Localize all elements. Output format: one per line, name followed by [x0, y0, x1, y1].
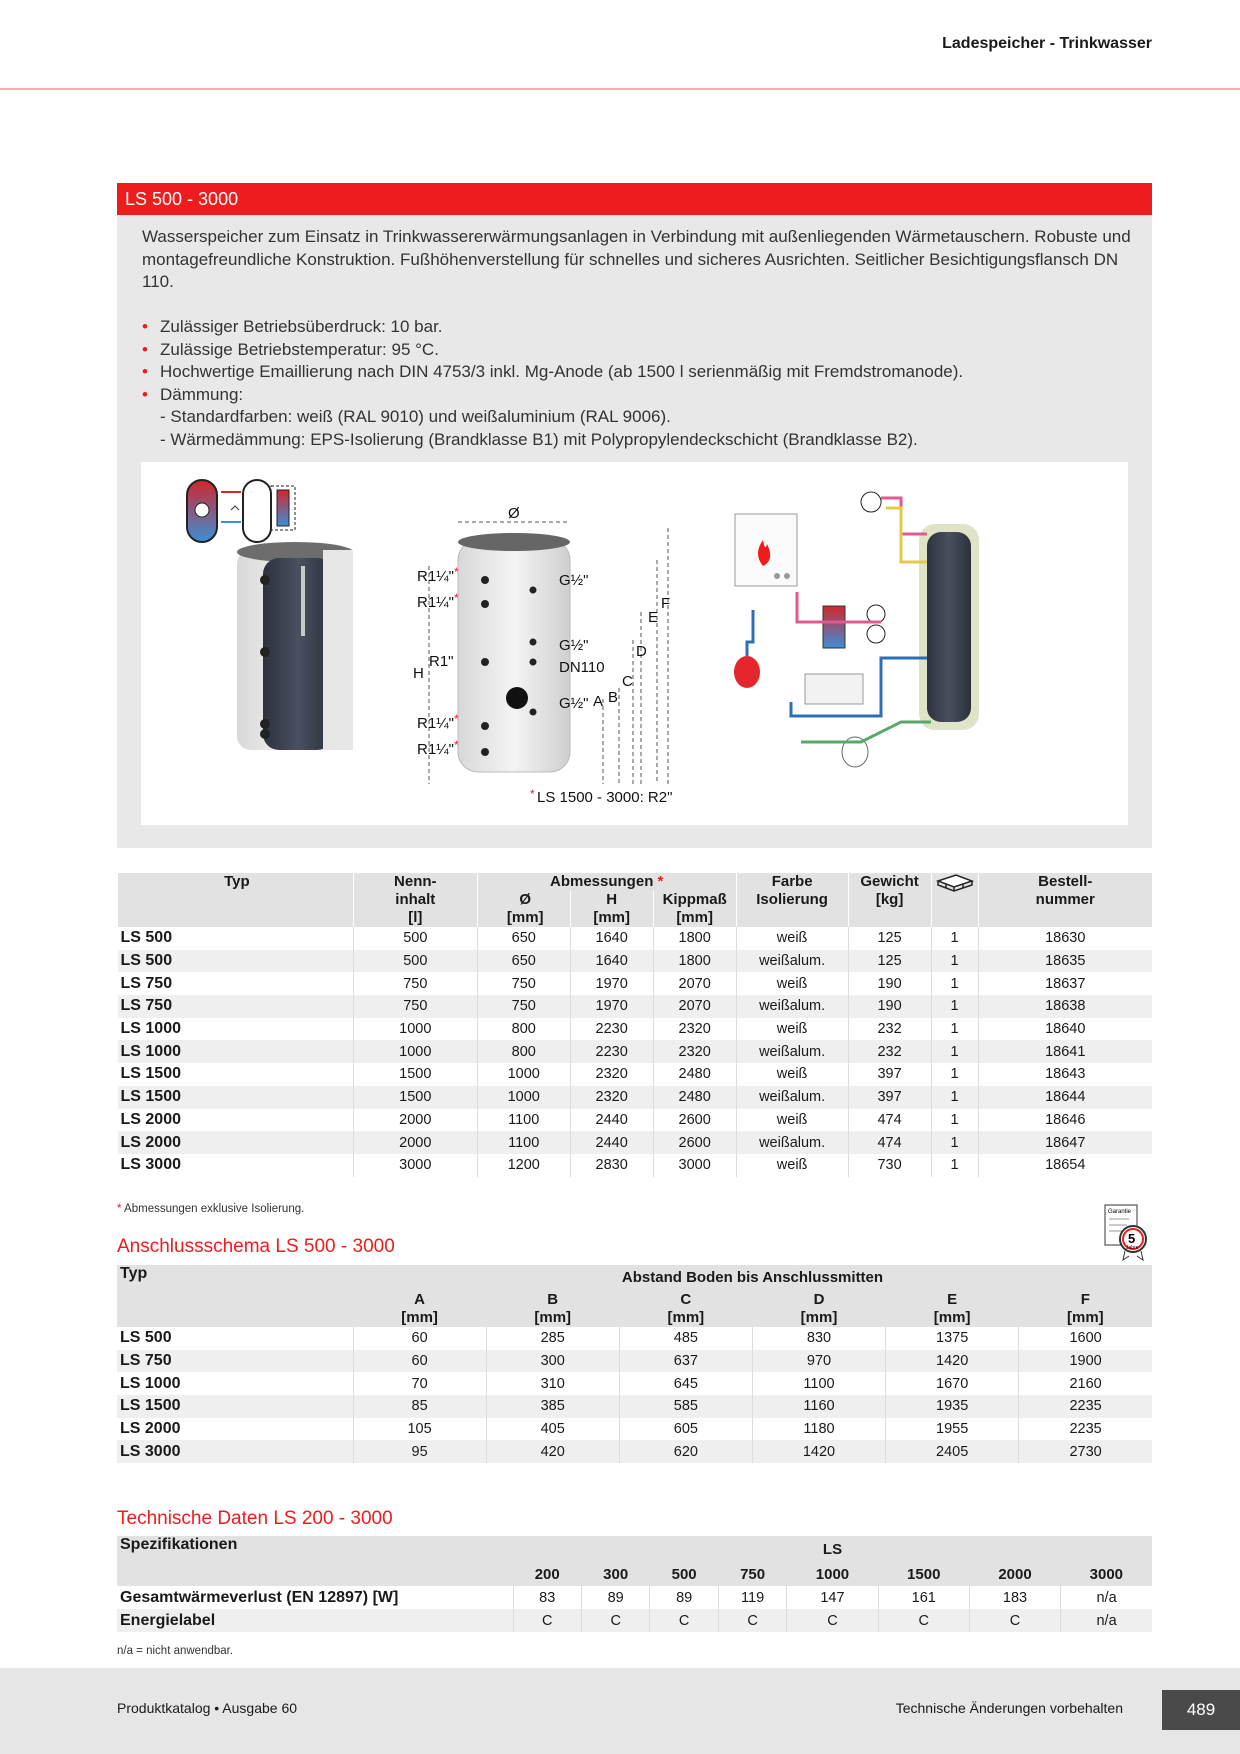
table-cell: 1500	[353, 1063, 477, 1086]
col-header-ls-1000: 1000	[787, 1562, 878, 1586]
table-cell: 1	[931, 1131, 978, 1154]
table-cell: 2320	[570, 1063, 653, 1086]
table-cell: 420	[486, 1440, 619, 1463]
col-header-abstand: Abstand Boden bis Anschlussmitten	[353, 1265, 1152, 1291]
diagram-label-h: H	[413, 665, 424, 682]
table-cell: 2600	[653, 1109, 736, 1132]
table-cell: 18635	[978, 950, 1152, 973]
table-cell: weißalum.	[736, 1086, 848, 1109]
col-header-ls-1500: 1500	[878, 1562, 969, 1586]
table-cell: 1420	[752, 1440, 885, 1463]
table-cell: 645	[619, 1372, 752, 1395]
table-cell: LS 1500	[117, 1395, 353, 1418]
diagram-label-c: C	[622, 673, 633, 690]
table-cell: 3000	[353, 1154, 477, 1177]
table-cell: 750	[353, 972, 477, 995]
table-cell: 18644	[978, 1086, 1152, 1109]
table-row	[117, 1609, 1152, 1632]
table-cell: 18637	[978, 972, 1152, 995]
diagram-star: *	[454, 712, 459, 726]
table-cell: 18641	[978, 1040, 1152, 1063]
table-cell: C	[787, 1609, 878, 1632]
table-cell: 1100	[752, 1372, 885, 1395]
table-cell: 2480	[653, 1063, 736, 1086]
table-cell: LS 500	[120, 929, 173, 947]
table-cell: LS 2000	[120, 1110, 181, 1128]
col-header-kippmass: Kippmaß [mm]	[653, 891, 736, 927]
table-cell: 1500	[353, 1086, 477, 1109]
table-cell: 1160	[752, 1395, 885, 1418]
col-header-f: F [mm]	[1019, 1291, 1152, 1327]
table-row	[117, 1372, 1152, 1395]
table-cell: 60	[353, 1327, 486, 1350]
table-cell: 190	[848, 995, 931, 1018]
table-cell: 1600	[1019, 1327, 1152, 1350]
table-row	[118, 972, 1153, 995]
col-header-c: C [mm]	[619, 1291, 752, 1327]
col-header-nenninhalt: Nenn- inhalt [l]	[353, 873, 477, 927]
col-header-ls: LS	[513, 1536, 1152, 1562]
diagram-star: *	[454, 591, 459, 605]
cutaway-tank-illustration	[237, 542, 353, 750]
table-cell: 1	[931, 950, 978, 973]
table-cell: 2070	[653, 995, 736, 1018]
table-cell: 474	[848, 1131, 931, 1154]
table-cell: 800	[477, 1018, 570, 1041]
table-cell: 1375	[886, 1327, 1019, 1350]
table-cell: Gesamtwärmeverlust (EN 12897) [W]	[120, 1588, 399, 1606]
table-cell: LS 1500	[120, 1065, 181, 1083]
col-header-typ: Typ	[118, 873, 354, 927]
table-row	[118, 1109, 1153, 1132]
diagram-label-f: F	[661, 595, 671, 612]
table-cell: 1640	[570, 950, 653, 973]
diagram-label-diameter: Ø	[508, 505, 520, 522]
table-cell: 637	[619, 1350, 752, 1373]
table-cell: 85	[353, 1395, 486, 1418]
diagram-star: *	[454, 565, 459, 579]
diagram-note: LS 1500 - 3000: R2"	[537, 789, 673, 806]
table-cell: 2235	[1019, 1418, 1152, 1441]
table-cell: 2320	[653, 1018, 736, 1041]
diagram-label-r1: R1"	[429, 653, 454, 670]
table-cell: 585	[619, 1395, 752, 1418]
table-cell: 1	[931, 972, 978, 995]
table-cell: 730	[848, 1154, 931, 1177]
table-cell: 1200	[477, 1154, 570, 1177]
diagram-label-r114-d: R1¼"	[417, 741, 455, 758]
table-cell: 405	[486, 1418, 619, 1441]
table-cell: LS 3000	[120, 1156, 181, 1174]
table-cell: 2480	[653, 1086, 736, 1109]
table-cell: 1955	[886, 1418, 1019, 1441]
table-cell: 2405	[886, 1440, 1019, 1463]
table-cell: 1	[931, 1018, 978, 1041]
page-header-title: Ladespeicher - Trinkwasser	[942, 35, 1152, 52]
table-row	[117, 1586, 1152, 1609]
feature-item: • Hochwertige Emaillierung nach DIN 4753/3 inkl. Mg-Anode (ab 1500 l serienmäßig mit Fremdstromanode).	[142, 361, 1132, 384]
table-cell: 385	[486, 1395, 619, 1418]
table-cell: 1935	[886, 1395, 1019, 1418]
col-header-gewicht: Gewicht [kg]	[848, 873, 931, 927]
table-cell: 1	[931, 1154, 978, 1177]
table-cell: 1800	[653, 927, 736, 950]
page-number: 489	[1162, 1690, 1240, 1730]
table-cell: 1640	[570, 927, 653, 950]
svg-text:Jahre: Jahre	[1126, 1245, 1139, 1251]
table-cell: LS 1000	[120, 1374, 181, 1392]
table-cell: C	[878, 1609, 969, 1632]
col-header-ls-750: 750	[718, 1562, 786, 1586]
table-cell: 1800	[653, 950, 736, 973]
table-cell: 232	[848, 1018, 931, 1041]
intro-text: Wasserspeicher zum Einsatz in Trinkwassererwärmungsanlagen in Verbindung mit außenliegenden Wärmetauschern. Robuste und montagefreundliche Konstruktion. Fußhöhenverstellung für schnelles und sicheres Ausrichten. Seitlicher Besichtigungsflansch DN 110.	[142, 227, 1131, 291]
table-cell: 397	[848, 1086, 931, 1109]
table-row	[117, 1395, 1152, 1418]
diagram-star: *	[454, 738, 459, 752]
table-cell: LS 750	[117, 1350, 353, 1373]
table-cell: 1420	[886, 1350, 1019, 1373]
diagram-label-r114-c: R1¼"	[417, 715, 455, 732]
product-table	[117, 873, 1152, 1177]
col-header-ls-200: 200	[513, 1562, 581, 1586]
table-row	[118, 1040, 1153, 1063]
table-cell: 95	[353, 1440, 486, 1463]
diagram-label-b: B	[608, 689, 619, 706]
diagram-label-g12-b: G½"	[559, 637, 589, 654]
table-cell: 1970	[570, 972, 653, 995]
diagram-label-r114-a: R1¼"	[417, 568, 455, 585]
pallet-icon	[931, 873, 978, 927]
table-cell: C	[513, 1609, 581, 1632]
table-cell: 147	[787, 1586, 878, 1609]
table-cell: 1100	[477, 1131, 570, 1154]
table-cell: 1000	[353, 1040, 477, 1063]
table-cell: 1100	[477, 1109, 570, 1132]
table-cell: weißalum.	[736, 995, 848, 1018]
table-cell: 18640	[978, 1018, 1152, 1041]
table-cell: 232	[848, 1040, 931, 1063]
anschluss-title: Anschlussschema LS 500 - 3000	[117, 1236, 395, 1257]
table-cell: 605	[619, 1418, 752, 1441]
table-cell: 474	[848, 1109, 931, 1132]
table-cell: 500	[353, 950, 477, 973]
table-cell: 1	[931, 1086, 978, 1109]
svg-text:5: 5	[1128, 1231, 1136, 1246]
table-cell: weißalum.	[736, 950, 848, 973]
col-header-a: A [mm]	[353, 1291, 486, 1327]
table-cell: 1000	[353, 1018, 477, 1041]
table-cell: 2440	[570, 1109, 653, 1132]
table-row	[118, 1154, 1153, 1177]
dimension-drawing	[413, 505, 672, 806]
table-row	[118, 1086, 1153, 1109]
table-cell: Energielabel	[117, 1609, 513, 1632]
table-row	[118, 995, 1153, 1018]
technik-title: Technische Daten LS 200 - 3000	[117, 1508, 393, 1529]
table-cell: LS 500	[120, 1329, 172, 1347]
diagram-label-g12-c: G½"	[559, 695, 589, 712]
table-cell: 1	[931, 995, 978, 1018]
feature-item: • Zulässige Betriebstemperatur: 95 °C.	[142, 339, 1132, 362]
table-cell: 650	[477, 950, 570, 973]
table-cell: LS 1500	[118, 1086, 354, 1109]
feature-list	[142, 316, 1132, 451]
table-cell: 1900	[1019, 1350, 1152, 1373]
col-header-typ: Typ	[117, 1265, 353, 1327]
table-cell: 1970	[570, 995, 653, 1018]
table-cell: 310	[486, 1372, 619, 1395]
table-cell: LS 500	[118, 950, 354, 973]
table-cell: 2230	[570, 1040, 653, 1063]
table-cell: 1670	[886, 1372, 1019, 1395]
table-cell: C	[650, 1609, 718, 1632]
anschluss-table	[117, 1265, 1152, 1463]
feature-item: • Zulässiger Betriebsüberdruck: 10 bar.	[142, 316, 1132, 339]
table-cell: weiß	[736, 1018, 848, 1041]
col-header-b: B [mm]	[486, 1291, 619, 1327]
col-header-d: D [mm]	[752, 1291, 885, 1327]
table-cell: 650	[477, 927, 570, 950]
table-cell: weiß	[736, 1154, 848, 1177]
table-cell: 2730	[1019, 1440, 1152, 1463]
table-cell: 2000	[353, 1131, 477, 1154]
table-cell: weißalum.	[736, 1131, 848, 1154]
table-row	[118, 1063, 1153, 1086]
section-title-bar: LS 500 - 3000	[117, 183, 1152, 215]
diagram-label-g12-a: G½"	[559, 572, 589, 589]
table-row	[117, 1327, 1152, 1350]
diagram-label-r114-b: R1¼"	[417, 594, 455, 611]
table-cell: 125	[848, 927, 931, 950]
table-cell: 18630	[978, 927, 1152, 950]
col-header-ls-2000: 2000	[969, 1562, 1060, 1586]
table-cell: 105	[353, 1418, 486, 1441]
table-cell: n/a	[1061, 1586, 1152, 1609]
table-row	[118, 927, 1153, 950]
table-cell: 300	[486, 1350, 619, 1373]
table-cell: 18654	[978, 1154, 1152, 1177]
table-cell: 183	[969, 1586, 1060, 1609]
table-cell: 830	[752, 1327, 885, 1350]
col-header-ls-500: 500	[650, 1562, 718, 1586]
table-cell: LS 2000	[120, 1420, 181, 1438]
feature-item: • Dämmung:	[142, 384, 1132, 407]
table-cell: 2235	[1019, 1395, 1152, 1418]
table-cell: 620	[619, 1440, 752, 1463]
table-cell: 83	[513, 1586, 581, 1609]
table-cell: 485	[619, 1327, 752, 1350]
table-row	[118, 1131, 1153, 1154]
table-cell: LS 1000	[118, 1040, 354, 1063]
table-cell: C	[581, 1609, 649, 1632]
table-cell: 89	[650, 1586, 718, 1609]
table-cell: weißalum.	[736, 1040, 848, 1063]
col-header-e: E [mm]	[886, 1291, 1019, 1327]
table-cell: LS 750	[118, 995, 354, 1018]
table-cell: 397	[848, 1063, 931, 1086]
table-cell: 2830	[570, 1154, 653, 1177]
diagram-label-dn110: DN110	[559, 659, 605, 676]
diagram-label-e: E	[648, 609, 659, 626]
table-row	[117, 1440, 1152, 1463]
table-cell: 1	[931, 1109, 978, 1132]
diagram-label-d: D	[636, 643, 647, 660]
diagram-label-a: A	[593, 693, 604, 710]
table-cell: 190	[848, 972, 931, 995]
table-cell: 125	[848, 950, 931, 973]
footer-disclaimer: Technische Änderungen vorbehalten	[895, 1700, 1123, 1716]
table-footnote: * Abmessungen exklusive Isolierung.	[117, 1203, 305, 1215]
table-cell: 750	[477, 995, 570, 1018]
product-illustration-panel	[141, 462, 1128, 825]
table-cell: C	[718, 1609, 786, 1632]
table-row	[118, 950, 1153, 973]
table-cell: 70	[353, 1372, 486, 1395]
table-cell: 1000	[477, 1063, 570, 1086]
table-cell: LS 750	[120, 974, 173, 992]
na-note: n/a = nicht anwendbar.	[117, 1645, 234, 1657]
table-cell: 500	[353, 927, 477, 950]
col-header-ls-3000: 3000	[1061, 1562, 1152, 1586]
table-cell: 18643	[978, 1063, 1152, 1086]
technik-table	[117, 1536, 1152, 1632]
feature-subitem: - Standardfarben: weiß (RAL 9010) und weißaluminium (RAL 9006).	[160, 407, 671, 426]
system-schematic-illustration	[734, 492, 979, 767]
table-cell: 750	[353, 995, 477, 1018]
table-cell: weiß	[736, 1063, 848, 1086]
table-cell: 1180	[752, 1418, 885, 1441]
table-cell: weiß	[736, 927, 848, 950]
col-header-spezifikationen: Spezifikationen	[117, 1536, 513, 1586]
table-cell: 1	[931, 1063, 978, 1086]
schematic-icon	[187, 480, 295, 542]
table-row	[117, 1350, 1152, 1373]
table-cell: LS 2000	[118, 1131, 354, 1154]
table-cell: 2070	[653, 972, 736, 995]
col-header-height: H [mm]	[570, 891, 653, 927]
table-cell: 2160	[1019, 1372, 1152, 1395]
table-cell: 2320	[653, 1040, 736, 1063]
table-cell: 60	[353, 1350, 486, 1373]
table-cell: weiß	[736, 1109, 848, 1132]
footer-catalog: Produktkatalog • Ausgabe 60	[117, 1700, 298, 1716]
table-cell: 1	[931, 1040, 978, 1063]
table-cell: 2440	[570, 1131, 653, 1154]
table-row	[117, 1418, 1152, 1441]
guarantee-badge-icon	[1103, 1203, 1149, 1261]
table-cell: 2000	[353, 1109, 477, 1132]
table-cell: 3000	[653, 1154, 736, 1177]
table-cell: 800	[477, 1040, 570, 1063]
table-cell: 2230	[570, 1018, 653, 1041]
table-row	[118, 1018, 1153, 1041]
diagram-star: *	[530, 787, 535, 801]
table-cell: 285	[486, 1327, 619, 1350]
table-cell: 18646	[978, 1109, 1152, 1132]
col-header-ls-300: 300	[581, 1562, 649, 1586]
table-cell: LS 1000	[120, 1020, 181, 1038]
table-cell: 18638	[978, 995, 1152, 1018]
svg-text:Garantie: Garantie	[1108, 1209, 1132, 1215]
col-header-diameter: Ø [mm]	[477, 891, 570, 927]
col-header-farbe: Farbe Isolierung	[736, 873, 848, 927]
table-cell: 2600	[653, 1131, 736, 1154]
table-cell: 1000	[477, 1086, 570, 1109]
table-cell: LS 3000	[117, 1440, 353, 1463]
table-cell: 89	[581, 1586, 649, 1609]
table-cell: 1	[931, 927, 978, 950]
table-cell: 119	[718, 1586, 786, 1609]
table-cell: 161	[878, 1586, 969, 1609]
col-header-bestellnummer: Bestell- nummer	[978, 873, 1152, 927]
table-cell: weiß	[736, 972, 848, 995]
table-cell: 750	[477, 972, 570, 995]
table-cell: 18647	[978, 1131, 1152, 1154]
col-header-abmessungen: Abmessungen *	[477, 873, 736, 891]
header-divider	[0, 88, 1240, 90]
table-cell: 2320	[570, 1086, 653, 1109]
table-cell: C	[969, 1609, 1060, 1632]
feature-subitem: - Wärmedämmung: EPS-Isolierung (Brandklasse B1) mit Polypropylendeckschicht (Brandklasse B2).	[160, 429, 918, 449]
table-cell: 970	[752, 1350, 885, 1373]
table-cell: n/a	[1061, 1609, 1152, 1632]
